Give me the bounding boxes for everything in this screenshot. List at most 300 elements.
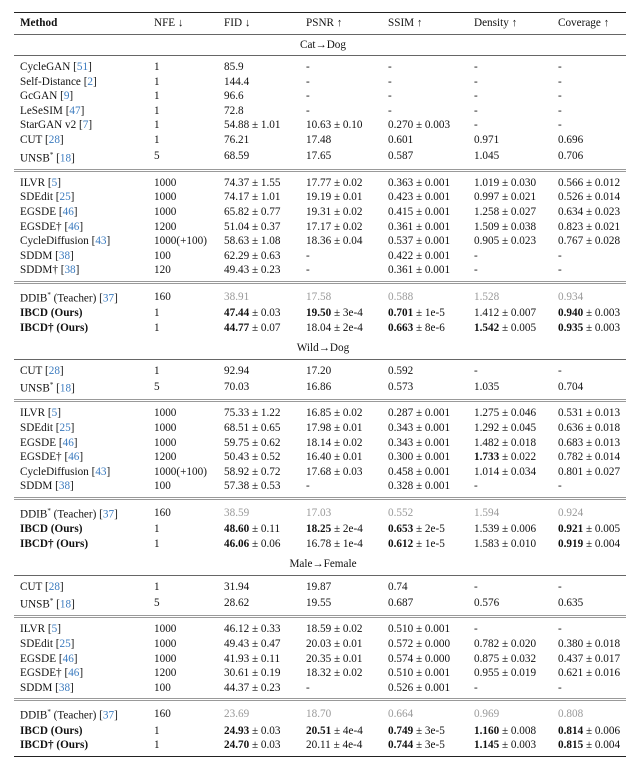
metric-cell <box>468 263 552 282</box>
metric-cell: 74.37 ± 1.55 <box>218 170 300 190</box>
method-name: UNSB <box>20 382 50 395</box>
citation-link[interactable]: 18 <box>59 382 72 395</box>
metric-cell: 0.422 ± 0.001 <box>388 249 451 262</box>
method-name: StarGAN v2 <box>20 119 77 132</box>
metric-cell: 0.875 ± 0.032 <box>474 652 537 665</box>
method-cell: UNSB* [18] <box>20 381 75 395</box>
table-row <box>14 401 626 421</box>
metric-std: 3e-5 <box>424 739 445 752</box>
citation-link[interactable]: 18 <box>59 598 72 611</box>
metric-value: 0.919 <box>558 537 584 550</box>
metric-cell <box>552 148 626 171</box>
metric-cell: 0.566 ± 0.012 <box>552 170 626 190</box>
metric-std: 0.028 <box>594 235 621 248</box>
metric-std: 0.003 <box>594 307 621 320</box>
metric-value: 92.94 <box>224 364 250 377</box>
metric-value: 18.04 <box>306 321 332 334</box>
metric-value: 49.43 <box>224 638 250 651</box>
method-name: SDEdit <box>20 191 53 204</box>
metric-cell: 68.51 ± 0.65 <box>224 422 281 435</box>
metric-std: 3e-4 <box>342 307 363 320</box>
nfe-cell: 1000 <box>154 638 177 651</box>
metric-std: 0.013 <box>594 436 621 449</box>
metric-value: 19.31 <box>306 206 332 219</box>
metric-value: - <box>474 681 478 694</box>
citation-link[interactable]: 46 <box>62 206 74 219</box>
method-cell: SDDM [38] <box>20 480 74 493</box>
metric-cell: 62.29 ± 0.63 <box>224 249 281 262</box>
metric-std: 0.000 <box>424 652 451 665</box>
metric-cell: 20.11 ± 4e-4 <box>300 738 382 756</box>
metric-cell: 0.921 ± 0.005 <box>558 523 621 536</box>
metric-cell <box>552 594 626 617</box>
metric-cell: 51.04 ± 0.37 <box>224 220 281 233</box>
method-cell: EGSDE [46] <box>20 436 78 449</box>
metric-value: - <box>558 90 562 103</box>
metric-value: 49.43 <box>224 264 250 277</box>
metric-std: 0.001 <box>424 451 451 464</box>
table-row <box>14 499 626 523</box>
metric-std: 0.023 <box>510 235 537 248</box>
metric-std: 0.014 <box>594 451 621 464</box>
citation-link[interactable]: 5 <box>51 623 58 636</box>
metric-value: 0.905 <box>474 235 500 248</box>
method-cell: DDIB* (Teacher) [37] <box>14 499 148 523</box>
metric-value: 0.510 <box>388 667 414 680</box>
metric-cell: 20.51 ± 4e-4 <box>306 724 363 737</box>
metric-cell: 0.415 ± 0.001 <box>388 206 451 219</box>
nfe-cell: 160 <box>148 283 218 307</box>
metric-cell <box>300 133 382 148</box>
metric-cell <box>468 133 552 148</box>
method-name: DDIB <box>20 508 48 521</box>
metric-value: 74.37 <box>224 176 250 189</box>
method-superscript: * <box>47 291 51 300</box>
metric-value: 0.971 <box>474 133 500 146</box>
metric-cell <box>552 700 626 724</box>
metric-value: 1.528 <box>474 290 500 303</box>
nfe-cell: 1000 <box>148 617 218 637</box>
nfe-cell: 160 <box>148 700 218 724</box>
metric-value: 0.422 <box>388 249 414 262</box>
nfe-cell: 5 <box>154 597 160 610</box>
nfe-cell: 5 <box>154 381 160 394</box>
method-cell: SDDM [38] <box>20 249 74 262</box>
metric-std: 0.012 <box>594 176 621 189</box>
nfe-cell: 120 <box>154 264 171 277</box>
metric-cell: 47.44 ± 0.03 <box>224 307 281 320</box>
metric-value: - <box>474 104 478 117</box>
metric-value: 1.045 <box>474 150 500 163</box>
metric-cell <box>218 148 300 171</box>
metric-std: 0.02 <box>342 206 363 219</box>
citation-link[interactable]: 38 <box>58 249 71 262</box>
metric-std: 0.014 <box>594 191 621 204</box>
header-row <box>14 13 626 35</box>
metric-cell: 1.258 ± 0.027 <box>474 206 537 219</box>
method-name: DDIB <box>20 710 48 723</box>
method-name: IBCD (Ours) <box>20 523 83 536</box>
metric-cell: 75.33 ± 1.22 <box>218 401 300 421</box>
metric-std: 0.03 <box>260 724 281 737</box>
citation-link[interactable]: 37 <box>102 292 115 305</box>
method-name: CUT <box>20 133 43 146</box>
citation-link[interactable]: 46 <box>68 667 80 680</box>
metric-std: 0.010 <box>510 537 537 550</box>
metric-std: 0.020 <box>510 638 537 651</box>
metric-value: 20.51 <box>306 724 332 737</box>
metric-cell <box>300 283 382 307</box>
method-cell: SDDM† [38] <box>20 264 80 277</box>
metric-value: 24.93 <box>224 724 250 737</box>
metric-std: 0.001 <box>424 191 451 204</box>
citation-link[interactable]: 37 <box>102 508 115 521</box>
nfe-cell: 1000(+100) <box>154 235 207 248</box>
metric-cell: 0.815 ± 0.004 <box>552 738 626 756</box>
citation-link[interactable]: 25 <box>59 422 71 435</box>
metric-value: 0.566 <box>558 176 584 189</box>
metric-cell: 20.35 ± 0.01 <box>306 652 363 665</box>
metric-value: 41.93 <box>224 652 250 665</box>
metric-cell: 0.823 ± 0.021 <box>558 220 621 233</box>
metric-value: 1.014 <box>474 465 500 478</box>
metric-cell <box>382 283 468 307</box>
metric-cell: 0.363 ± 0.001 <box>382 170 468 190</box>
table-row <box>14 575 626 594</box>
metric-value: 0.601 <box>388 133 414 146</box>
metric-cell: 1.583 ± 0.010 <box>474 537 537 550</box>
citation-link[interactable]: 25 <box>59 191 71 204</box>
metric-cell: 0.343 ± 0.001 <box>388 436 451 449</box>
nfe-cell: 1 <box>154 307 160 320</box>
method-cell: EGSDE† [46] <box>20 451 84 464</box>
metric-value: 18.36 <box>306 235 332 248</box>
metric-value: 0.526 <box>558 191 584 204</box>
metric-value: 16.40 <box>306 451 332 464</box>
metric-std: 0.027 <box>594 465 621 478</box>
section-title: Wild→Dog <box>14 339 626 360</box>
metric-cell <box>382 104 468 119</box>
metric-value: 0.552 <box>388 506 414 519</box>
metric-value: 0.510 <box>388 623 414 636</box>
metric-value: 0.935 <box>558 321 584 334</box>
method-name: DDIB <box>20 292 48 305</box>
metric-value: 0.537 <box>388 235 414 248</box>
citation-link[interactable]: 2 <box>87 75 94 88</box>
metric-value: 0.782 <box>474 638 500 651</box>
metric-value: 18.14 <box>306 436 332 449</box>
citation-link[interactable]: 46 <box>62 436 74 449</box>
citation-link[interactable]: 28 <box>48 133 60 146</box>
metric-cell: 0.997 ± 0.021 <box>474 191 537 204</box>
citation-link[interactable]: 46 <box>68 220 80 233</box>
metric-cell: 0.287 ± 0.001 <box>382 401 468 421</box>
citation-link[interactable]: 46 <box>62 652 74 665</box>
metric-std: 0.01 <box>342 652 363 665</box>
metric-cell: 0.270 ± 0.003 <box>388 119 451 132</box>
metric-cell <box>468 575 552 594</box>
citation-link[interactable]: 43 <box>95 235 107 248</box>
col-density: Density ↑ <box>468 13 552 35</box>
metric-value: - <box>558 75 562 88</box>
citation-link[interactable]: 46 <box>68 451 80 464</box>
metric-std: 0.62 <box>260 436 281 449</box>
metric-cell: 44.37 ± 0.23 <box>224 681 281 694</box>
citation-link[interactable]: 47 <box>69 104 81 117</box>
metric-cell: 0.437 ± 0.017 <box>558 652 621 665</box>
metric-cell <box>218 378 300 401</box>
metric-value: 0.423 <box>388 191 414 204</box>
metric-value: 48.60 <box>224 523 250 536</box>
metric-cell: 1.014 ± 0.034 <box>474 465 537 478</box>
metric-cell: 0.634 ± 0.023 <box>558 206 621 219</box>
table-row <box>14 700 626 724</box>
metric-value: 0.437 <box>558 652 584 665</box>
nfe-cell: 1000 <box>154 422 177 435</box>
metric-cell: 44.77 ± 0.07 <box>224 321 281 334</box>
metric-cell: 17.17 ± 0.02 <box>306 220 363 233</box>
metric-cell: 0.905 ± 0.023 <box>474 235 537 248</box>
citation-link[interactable]: 38 <box>58 681 71 694</box>
metric-cell <box>468 378 552 401</box>
metric-value: 17.48 <box>306 133 332 146</box>
metric-cell: 0.663 ± 8e-6 <box>388 321 445 334</box>
metric-value: - <box>474 119 478 132</box>
col-ssim: SSIM ↑ <box>382 13 468 35</box>
metric-std: 0.018 <box>594 638 621 651</box>
method-cell: SDEdit [25] <box>20 191 75 204</box>
table-row <box>14 283 626 307</box>
citation-link[interactable]: 38 <box>64 264 76 277</box>
citation-link[interactable]: 9 <box>63 90 70 103</box>
metric-value: 23.69 <box>224 708 250 721</box>
table-row <box>14 666 626 681</box>
metric-value: 51.04 <box>224 220 250 233</box>
metric-cell <box>218 56 300 75</box>
metric-cell: 0.636 ± 0.018 <box>558 422 621 435</box>
metric-std: 0.013 <box>594 407 621 420</box>
method-cell: EGSDE† [46] <box>20 220 84 233</box>
method-name: ILVR <box>20 176 46 189</box>
metric-std: 0.032 <box>510 652 537 665</box>
citation-link[interactable]: 25 <box>59 638 71 651</box>
metric-std: 0.001 <box>424 220 451 233</box>
method-superscript: * <box>47 507 51 516</box>
metric-cell: 0.423 ± 0.001 <box>388 191 451 204</box>
metric-std: 0.001 <box>424 465 451 478</box>
metric-std: 0.004 <box>594 739 621 752</box>
metric-value: 1.275 <box>474 407 500 420</box>
metric-cell: 0.749 ± 3e-5 <box>388 724 445 737</box>
citation-link[interactable]: 18 <box>59 152 72 165</box>
method-name: CycleDiffusion <box>20 465 89 478</box>
method-name: Self-Distance <box>20 75 81 88</box>
col-fid: FID ↓ <box>218 13 300 35</box>
metric-cell: 17.68 ± 0.03 <box>306 465 363 478</box>
citation-link[interactable]: 7 <box>82 119 89 132</box>
metric-std: 0.02 <box>342 623 363 636</box>
method-name: IBCD† (Ours) <box>20 739 89 752</box>
metric-cell: 0.510 ± 0.001 <box>388 667 451 680</box>
metric-cell <box>300 700 382 724</box>
metric-std: 0.021 <box>594 220 621 233</box>
method-name: SDDM† <box>20 264 58 277</box>
metric-value: 0.808 <box>558 708 584 721</box>
metric-std: 0.027 <box>510 206 537 219</box>
nfe-cell: 1 <box>154 104 160 117</box>
nfe-cell: 1000 <box>148 401 218 421</box>
metric-cell <box>468 594 552 617</box>
metric-cell <box>468 359 552 378</box>
nfe-cell: 1 <box>154 90 160 103</box>
metric-value: 0.924 <box>558 506 584 519</box>
metric-value: 0.683 <box>558 436 584 449</box>
metric-cell: 0.782 ± 0.020 <box>474 638 537 651</box>
table-row <box>14 133 626 148</box>
table-row <box>14 263 626 282</box>
metric-cell: 1.542 ± 0.005 <box>474 321 537 334</box>
metric-value: 0.458 <box>388 465 414 478</box>
table-row <box>14 378 626 401</box>
table-row <box>14 306 626 321</box>
metric-cell <box>552 75 626 90</box>
nfe-cell: 1000 <box>148 170 218 190</box>
section-header-row <box>14 339 626 360</box>
metric-cell: 0.955 ± 0.019 <box>474 667 537 680</box>
metric-cell: 74.17 ± 1.01 <box>224 191 281 204</box>
metric-value: 0.969 <box>474 708 500 721</box>
table-row <box>14 220 626 235</box>
metric-value: - <box>558 249 562 262</box>
metric-value: 144.4 <box>224 75 250 88</box>
metric-cell: 1.482 ± 0.018 <box>474 436 537 449</box>
nfe-cell: 1000(+100) <box>154 465 207 478</box>
metric-value: 68.51 <box>224 422 250 435</box>
nfe-cell: 1 <box>154 133 160 146</box>
citation-link[interactable]: 5 <box>51 407 58 420</box>
metric-std: 0.02 <box>342 407 363 420</box>
metric-cell: 24.93 ± 0.03 <box>224 724 281 737</box>
metric-std: 3e-5 <box>424 724 445 737</box>
metric-cell: 0.621 ± 0.016 <box>558 667 621 680</box>
metric-value: 0.531 <box>558 407 584 420</box>
metric-cell <box>552 499 626 523</box>
citation-link[interactable]: 28 <box>48 580 60 593</box>
metric-std: 0.045 <box>510 422 537 435</box>
metric-std: 0.001 <box>424 422 451 435</box>
table-row <box>14 234 626 249</box>
metric-std: 1e-5 <box>424 307 445 320</box>
method-cell: SDEdit [25] <box>20 422 75 435</box>
metric-value: 0.621 <box>558 667 584 680</box>
metric-value: 16.86 <box>306 381 332 394</box>
metric-cell <box>218 359 300 378</box>
metric-cell: 18.04 ± 2e-4 <box>306 321 363 334</box>
metric-value: 31.94 <box>224 580 250 593</box>
method-superscript: * <box>49 597 54 606</box>
metric-std: 2e-5 <box>424 523 445 536</box>
metric-value: 59.75 <box>224 436 250 449</box>
metric-cell <box>218 133 300 148</box>
metric-cell: 0.380 ± 0.018 <box>558 638 621 651</box>
method-cell: EGSDE† [46] <box>20 667 84 680</box>
metric-cell <box>552 617 626 637</box>
metric-value: 24.70 <box>224 739 250 752</box>
table-row <box>14 249 626 264</box>
metric-value: - <box>474 249 478 262</box>
metric-cell: 58.92 ± 0.72 <box>224 465 281 478</box>
metric-cell: 0.782 ± 0.014 <box>558 451 621 464</box>
metric-std: 0.47 <box>260 638 281 651</box>
metric-value: - <box>558 681 562 694</box>
metric-value: - <box>474 580 478 593</box>
metric-std: 0.023 <box>594 206 621 219</box>
metric-value: - <box>558 61 562 73</box>
metric-std: 0.003 <box>510 739 537 752</box>
metric-value: 20.03 <box>306 638 332 651</box>
metric-cell <box>300 104 382 119</box>
nfe-cell: 1 <box>148 738 218 756</box>
method-suffix: (Teacher) <box>50 292 97 305</box>
metric-value: 1.542 <box>474 321 500 334</box>
metric-cell: 1.292 ± 0.045 <box>474 422 537 435</box>
metric-cell: 0.935 ± 0.003 <box>558 321 621 334</box>
metric-std: 0.01 <box>342 191 363 204</box>
metric-std: 1.55 <box>260 176 281 189</box>
table-row <box>14 359 626 378</box>
metric-cell: 18.36 ± 0.04 <box>306 235 363 248</box>
citation-link[interactable]: 37 <box>102 710 115 723</box>
metric-cell <box>382 378 468 401</box>
citation-link[interactable]: 28 <box>48 364 60 377</box>
citation-link[interactable]: 5 <box>51 176 58 189</box>
method-cell: ILVR [5] <box>14 617 148 637</box>
metric-cell: 1.539 ± 0.006 <box>474 523 537 536</box>
metric-cell <box>468 700 552 724</box>
citation-link[interactable]: 51 <box>76 61 89 73</box>
metric-value: 0.612 <box>388 537 414 550</box>
method-name: IBCD (Ours) <box>20 724 83 737</box>
metric-value: 0.663 <box>388 321 414 334</box>
metric-cell <box>382 359 468 378</box>
metric-value: 96.6 <box>224 90 244 103</box>
metric-cell <box>300 594 382 617</box>
metric-cell <box>468 249 552 264</box>
metric-value: 0.636 <box>558 422 584 435</box>
metric-value: - <box>388 61 392 73</box>
table-row <box>14 421 626 436</box>
metric-value: 1.509 <box>474 220 500 233</box>
method-name: LeSeSIM <box>20 104 63 117</box>
metric-cell: 0.526 ± 0.001 <box>388 681 451 694</box>
method-cell: SDDM [38] <box>20 681 74 694</box>
metric-cell: 18.59 ± 0.02 <box>300 617 382 637</box>
metric-std: 0.038 <box>510 220 537 233</box>
method-cell: CycleDiffusion [43] <box>20 235 111 248</box>
metric-value: 0.343 <box>388 422 414 435</box>
metric-std: 0.06 <box>260 537 281 550</box>
metric-cell: 46.12 ± 0.33 <box>218 617 300 637</box>
metric-value: 1.482 <box>474 436 500 449</box>
citation-link[interactable]: 38 <box>58 480 71 493</box>
metric-value: 0.955 <box>474 667 500 680</box>
metric-cell: 0.683 ± 0.013 <box>558 436 621 449</box>
metric-cell: 19.50 ± 3e-4 <box>306 307 363 320</box>
metric-std: 0.53 <box>260 480 281 493</box>
citation-link[interactable]: 43 <box>95 465 107 478</box>
metric-value: 20.35 <box>306 652 332 665</box>
metric-value: 0.287 <box>388 407 414 420</box>
